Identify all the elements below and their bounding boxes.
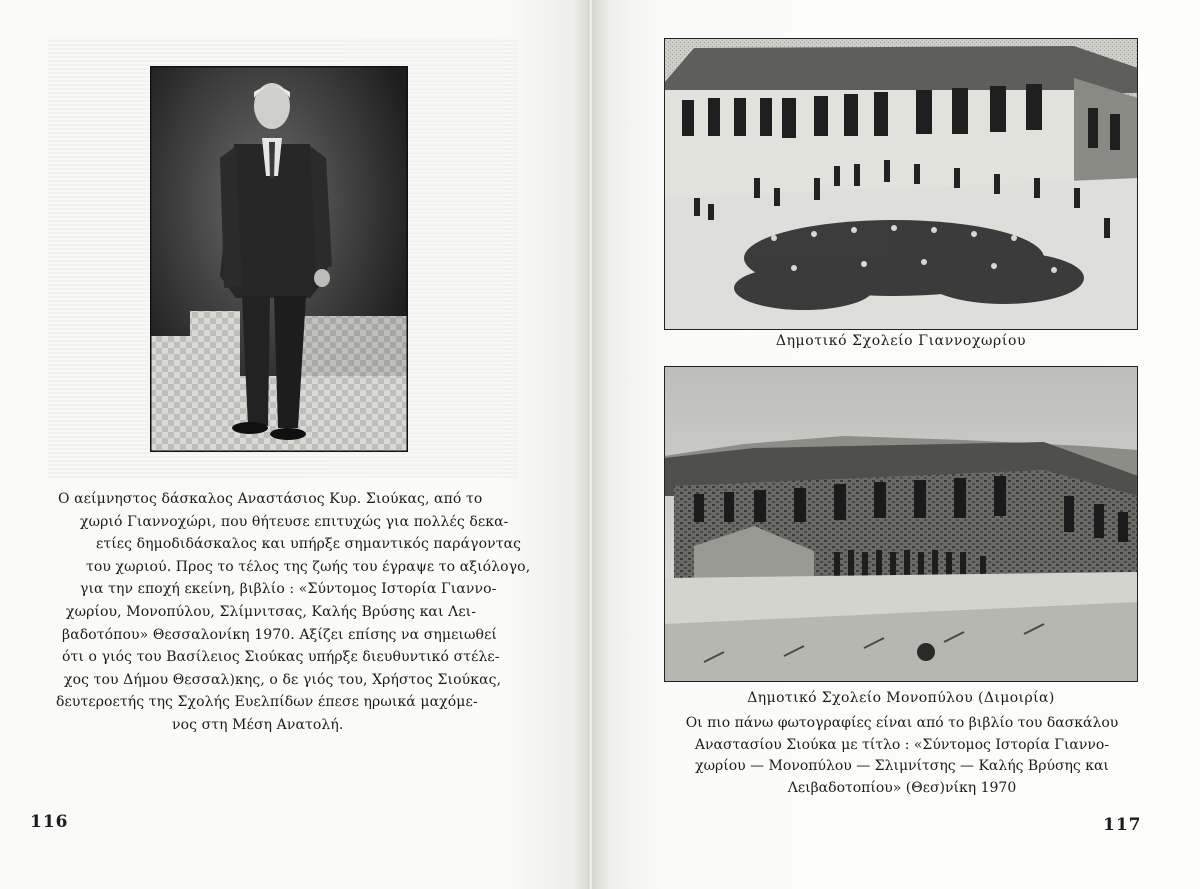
- page-number-right: 117: [1103, 815, 1142, 835]
- caption-line: ότι ο γιός του Βασίλειος Σιούκας υπήρξε διευθυντικό στέλε-: [62, 649, 500, 666]
- school-building-photo-icon: [664, 38, 1138, 330]
- school-building-photo-icon: [664, 366, 1138, 682]
- caption-line: Ο αείμνηστος δάσκαλος Αναστάσιος Κυρ. Σιούκας, από το: [58, 491, 483, 507]
- caption-line: χος του Δήμου Θεσσαλ)κης, ο δε γιός του, Χρήστος Σιούκας,: [64, 671, 502, 688]
- caption-line: βαδοτόπου» Θεσσαλονίκη 1970. Αξίζει επίσης να σημειωθεί: [62, 626, 498, 643]
- caption-line: χωριό Γιαννοχώρι, που θήτευσε επιτυχώς για πολλές δεκα-: [80, 513, 509, 530]
- photo-source-note: [664, 713, 1140, 799]
- caption-line: ετίες δημοδιδάσκαλος και υπήρξε σημαντικός παράγοντας: [96, 536, 522, 553]
- caption-line: νος στη Μέση Ανατολή.: [172, 716, 344, 733]
- left-page: [0, 0, 590, 889]
- caption-line: χωρίου, Μονοπύλου, Σλίμνιτσας, Καλής Βρύσης και Λει-: [66, 603, 477, 620]
- school-photo-giannochori: [664, 38, 1138, 330]
- note-line: Αναστασίου Σιούκα με τίτλο : «Σύντομος Ιστορία Γιαννο-: [694, 736, 1110, 753]
- caption-line: δευτεροετής της Σχολής Ευελπίδων έπεσε ηρωικά μαχόμε-: [56, 694, 478, 711]
- note-line: χωρίου — Μονοπύλου — Σλιμνίτσης — Καλής Βρύσης και: [695, 758, 1109, 774]
- school-photo-caption-1: Δημοτικό Σχολείο Γιαννοχωρίου: [775, 333, 1027, 349]
- note-line: Λειβαδοτοπίου» (Θεσ)νίκη 1970: [787, 779, 1017, 796]
- portrait-photo-icon: [150, 66, 408, 452]
- caption-line: του χωριού. Προς το τέλος της ζωής του έγραψε το αξιόλογο,: [86, 558, 531, 575]
- portrait-photo: [150, 66, 408, 452]
- note-line: Οι πιο πάνω φωτογραφίες είναι από το βιβλίο του δασκάλου: [685, 715, 1119, 731]
- portrait-caption: [36, 488, 531, 737]
- school-photo-monopylo: [664, 366, 1138, 682]
- page-number-left: 116: [30, 812, 69, 832]
- school-photo-caption-2: Δημοτικό Σχολείο Μονοπύλου (Διμοιρία): [747, 690, 1055, 706]
- caption-line: για την εποχή εκείνη, βιβλίο : «Σύντομος Ιστορία Γιαννο-: [80, 581, 497, 598]
